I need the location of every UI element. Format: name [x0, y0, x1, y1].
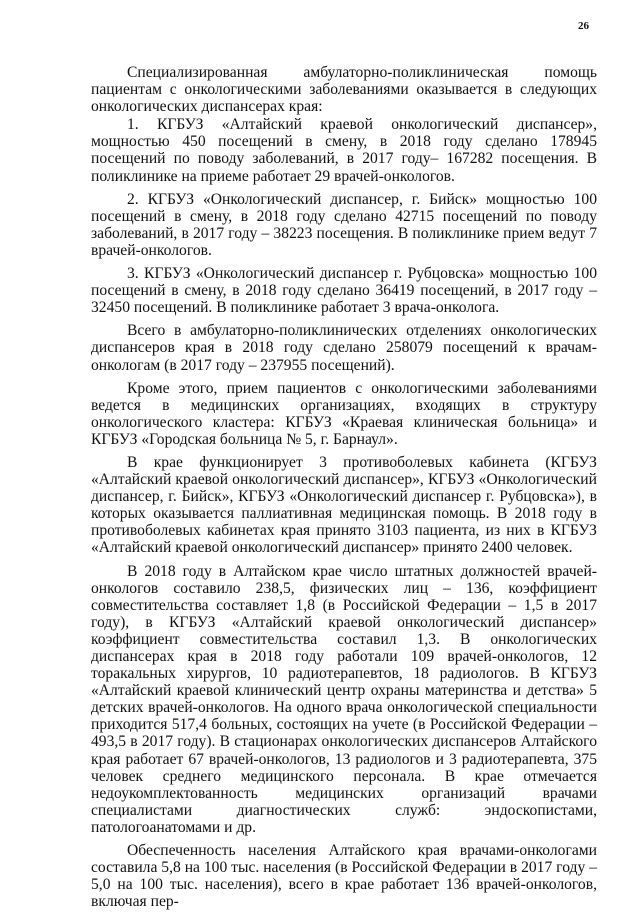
paragraph-dispensary-2: 2. КГБУЗ «Онкологический диспансер, г. Бийск» мощностью 100 посещений в смену, в 2018 году сделано 42715 посещений по поводу заболеваний, в 2017 году – 38223 посещения. В поликлинике прием ведут 7 врачей-онкологов. [91, 190, 597, 259]
page-number: 26 [578, 20, 589, 32]
paragraph-staffing: В 2018 году в Алтайском крае число штатных должностей врачей-онкологов составило 238,5, физических лиц – 136, коэффициент совместительства составляет 1,8 (в Российской Федерации – 1,5 в 2017 году), в КГБУЗ «Алтайский краевой онкологический диспансер» коэффициент совместительства составил 1,3. В онкологических диспансерах края в 2018 году работали 109 врачей-онкологов, 12 торакальных хирургов, 10 радиотерапевтов, 18 радиологов. В КГБУЗ «Алтайский краевой клинический центр охраны материнства и детства» 5 детских врачей-онкологов. На одного врача онкологической специальности приходится 517,4 больных, состоящих на учете (в Российской Федерации – 493,5 в 2017 году). В стационарах онкологических диспансеров Алтайского края работает 67 врачей-онкологов, 13 радиологов и 3 радиотерапевта, 375 человек среднего медицинского персонала. В крае отмечается недоукомплектованность медицинских организаций врачами специалистами диагностических служб: эндоскопистами, патологоанатомами и др. [91, 562, 597, 836]
paragraph-pain-clinics: В крае функционирует 3 противоболевых кабинета (КГБУЗ «Алтайский краевой онкологический диспансер», КГБУЗ «Онкологический диспансер, г. Бийск», КГБУЗ «Онкологический диспансер г. Рубцовска»), в которых оказывается паллиативная медицинская помощь. В 2018 году в противоболевых кабинетах края принято 3103 пациента, из них в КГБУЗ «Алтайский краевой онкологический диспансер» принято 2400 человек. [91, 453, 597, 557]
document-body [91, 64, 597, 916]
paragraph-intro: Специализированная амбулаторно-поликлиническая помощь пациентам с онкологическими заболеваниями оказывается в следующих онкологических диспансерах края: [91, 64, 597, 116]
paragraph-provision: Обеспеченность населения Алтайского края врачами-онкологами составила 5,8 на 100 тыс. населения (в Российской Федерации в 2017 году – 5,0 на 100 тыс. населения), всего в крае работает 136 врачей-онкологов, включая пер- [91, 842, 597, 911]
paragraph-total-visits: Всего в амбулаторно-поликлинических отделениях онкологических диспансеров края в 2018 году сделано 258079 посещений к врачам-онкологам (в 2017 году – 237955 посещений). [91, 322, 597, 374]
paragraph-oncology-cluster: Кроме этого, прием пациентов с онкологическими заболеваниями ведется в медицинских организациях, входящих в структуру онкологического кластера: КГБУЗ «Краевая клиническая больница» и КГБУЗ «Городская больница № 5, г. Барнаул». [91, 379, 597, 448]
paragraph-dispensary-3: 3. КГБУЗ «Онкологический диспансер г. Рубцовска» мощностью 100 посещений в смену, в 2018 году сделано 36419 посещений, в 2017 году – 32450 посещений. В поликлинике работает 3 врача-онколога. [91, 265, 597, 317]
paragraph-dispensary-1: 1. КГБУЗ «Алтайский краевой онкологический диспансер», мощностью 450 посещений в смену, в 2018 году сделано 178945 посещений по поводу заболеваний, в 2017 году– 167282 посещения. В поликлинике на приеме работает 29 врачей-онкологов. [91, 116, 597, 185]
